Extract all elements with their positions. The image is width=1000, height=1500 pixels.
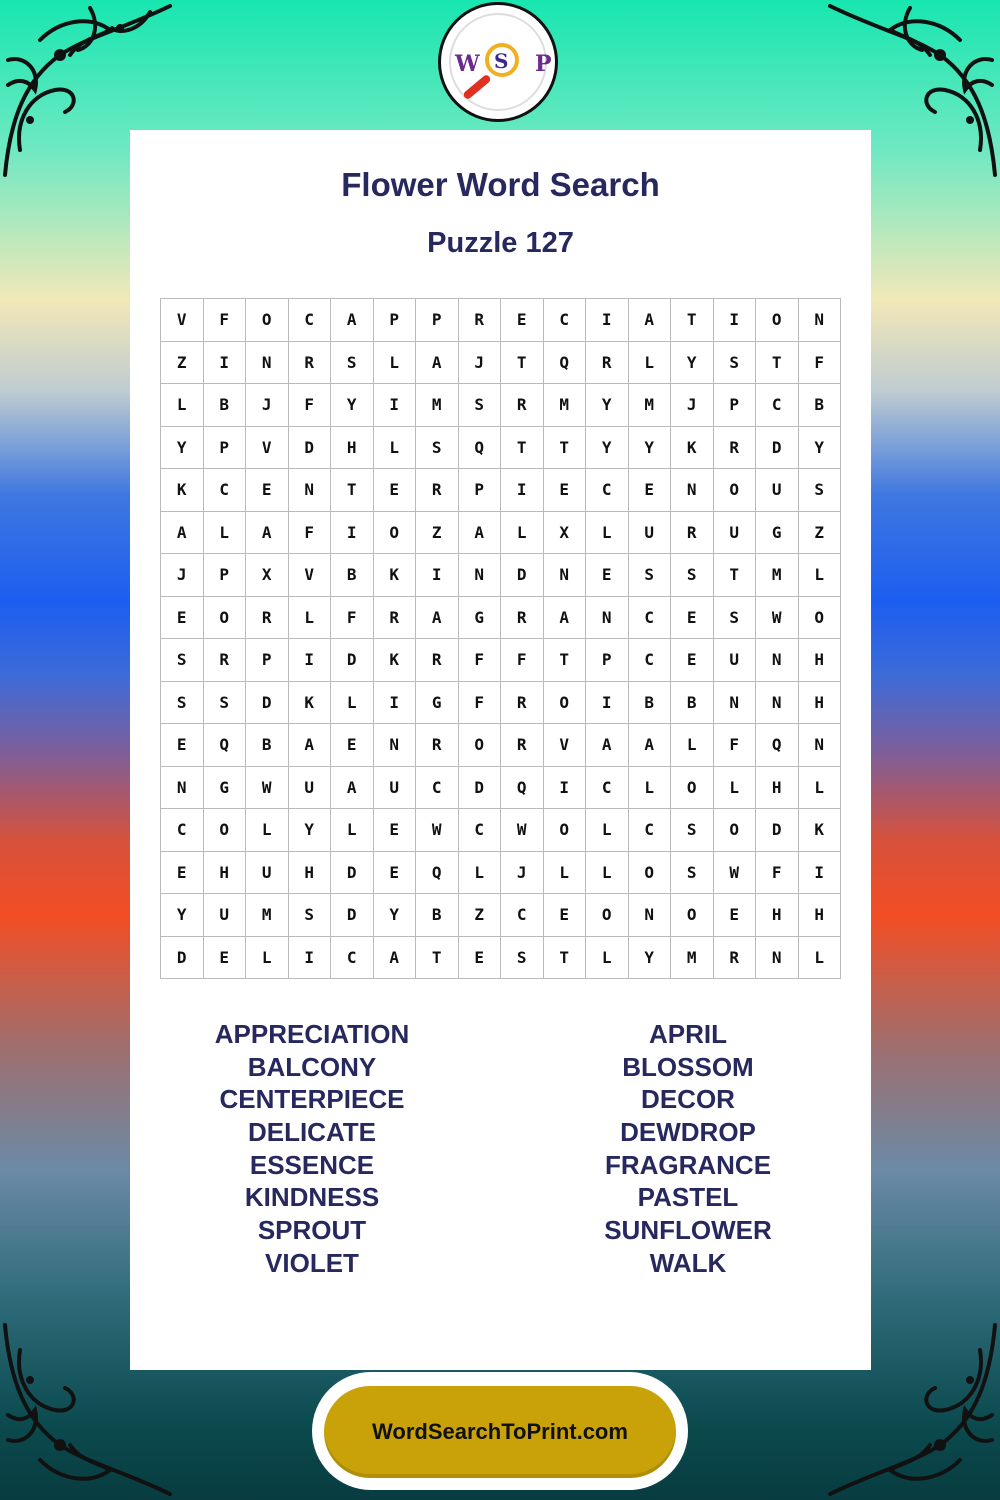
grid-cell[interactable]: S <box>714 342 757 385</box>
grid-cell[interactable]: H <box>331 427 374 470</box>
grid-cell[interactable]: O <box>629 852 672 895</box>
grid-cell[interactable]: S <box>289 894 332 937</box>
grid-cell[interactable]: L <box>799 767 842 810</box>
grid-cell[interactable]: S <box>161 639 204 682</box>
grid-cell[interactable]: E <box>374 852 417 895</box>
grid-cell[interactable]: O <box>756 299 799 342</box>
grid-cell[interactable]: G <box>204 767 247 810</box>
grid-cell[interactable]: B <box>204 384 247 427</box>
grid-cell[interactable]: F <box>204 299 247 342</box>
grid-cell[interactable]: L <box>714 767 757 810</box>
grid-cell[interactable]: K <box>161 469 204 512</box>
grid-cell[interactable]: N <box>246 342 289 385</box>
grid-cell[interactable]: B <box>799 384 842 427</box>
grid-cell[interactable]: K <box>799 809 842 852</box>
grid-cell[interactable]: Z <box>161 342 204 385</box>
grid-cell[interactable]: N <box>629 894 672 937</box>
grid-cell[interactable]: H <box>799 639 842 682</box>
grid-cell[interactable]: I <box>544 767 587 810</box>
grid-cell[interactable]: U <box>714 512 757 555</box>
grid-cell[interactable]: I <box>289 937 332 980</box>
grid-cell[interactable]: F <box>756 852 799 895</box>
grid-cell[interactable]: R <box>374 597 417 640</box>
grid-cell[interactable]: B <box>671 682 714 725</box>
grid-cell[interactable]: I <box>374 384 417 427</box>
grid-cell[interactable]: E <box>459 937 502 980</box>
grid-cell[interactable]: L <box>374 342 417 385</box>
grid-cell[interactable]: R <box>501 384 544 427</box>
grid-cell[interactable]: E <box>629 469 672 512</box>
grid-cell[interactable]: O <box>204 597 247 640</box>
grid-cell[interactable]: C <box>544 299 587 342</box>
grid-cell[interactable]: N <box>799 299 842 342</box>
grid-cell[interactable]: B <box>629 682 672 725</box>
grid-cell[interactable]: O <box>459 724 502 767</box>
grid-cell[interactable]: U <box>756 469 799 512</box>
grid-cell[interactable]: K <box>671 427 714 470</box>
grid-cell[interactable]: G <box>459 597 502 640</box>
grid-cell[interactable]: Z <box>799 512 842 555</box>
grid-cell[interactable]: S <box>629 554 672 597</box>
puzzle-sheet <box>130 130 871 1370</box>
grid-cell[interactable]: S <box>799 469 842 512</box>
grid-cell[interactable]: P <box>204 427 247 470</box>
grid-cell[interactable]: L <box>799 554 842 597</box>
grid-cell[interactable]: O <box>204 809 247 852</box>
grid-cell[interactable]: N <box>714 682 757 725</box>
grid-cell[interactable]: I <box>799 852 842 895</box>
grid-cell[interactable]: R <box>204 639 247 682</box>
grid-cell[interactable]: L <box>161 384 204 427</box>
grid-cell[interactable]: D <box>331 639 374 682</box>
logo-letter-p: P <box>535 51 552 77</box>
grid-cell[interactable]: Y <box>331 384 374 427</box>
grid-cell[interactable]: Q <box>756 724 799 767</box>
word-item: DECOR <box>641 1084 735 1115</box>
grid-cell[interactable]: T <box>544 639 587 682</box>
word-item: VIOLET <box>265 1247 359 1278</box>
grid-cell[interactable]: M <box>416 384 459 427</box>
grid-cell[interactable]: U <box>204 894 247 937</box>
grid-cell[interactable]: R <box>501 597 544 640</box>
grid-cell[interactable]: R <box>671 512 714 555</box>
grid-cell[interactable]: L <box>374 427 417 470</box>
grid-cell[interactable]: D <box>289 427 332 470</box>
grid-cell[interactable]: S <box>459 384 502 427</box>
grid-cell[interactable]: F <box>289 512 332 555</box>
word-item: CENTERPIECE <box>219 1084 405 1115</box>
grid-cell[interactable]: A <box>544 597 587 640</box>
grid-cell[interactable]: D <box>756 427 799 470</box>
grid-cell[interactable]: J <box>501 852 544 895</box>
wsp-logo <box>438 2 558 122</box>
grid-cell[interactable]: E <box>161 597 204 640</box>
grid-cell[interactable]: E <box>374 469 417 512</box>
grid-cell[interactable]: L <box>586 809 629 852</box>
grid-cell[interactable]: P <box>714 384 757 427</box>
grid-cell[interactable]: U <box>714 639 757 682</box>
grid-cell[interactable]: A <box>629 724 672 767</box>
grid-cell[interactable]: Y <box>799 427 842 470</box>
grid-cell[interactable]: N <box>671 469 714 512</box>
website-link-button[interactable]: WordSearchToPrint.com <box>324 1386 676 1478</box>
grid-cell[interactable]: H <box>204 852 247 895</box>
logo-letter-w: W <box>455 51 480 77</box>
page-title: Flower Word Search <box>341 166 660 203</box>
word-item: WALK <box>649 1247 727 1278</box>
grid-cell[interactable]: C <box>289 299 332 342</box>
grid-cell[interactable]: E <box>374 809 417 852</box>
grid-cell[interactable]: H <box>799 682 842 725</box>
grid-cell[interactable]: R <box>416 724 459 767</box>
grid-cell[interactable]: U <box>629 512 672 555</box>
grid-cell[interactable]: S <box>671 809 714 852</box>
grid-cell[interactable]: C <box>459 809 502 852</box>
grid-cell[interactable]: E <box>544 894 587 937</box>
grid-cell[interactable]: T <box>331 469 374 512</box>
grid-cell[interactable]: C <box>586 469 629 512</box>
grid-cell[interactable]: I <box>204 342 247 385</box>
grid-cell[interactable]: L <box>586 852 629 895</box>
grid-cell[interactable]: W <box>714 852 757 895</box>
grid-cell[interactable]: Y <box>629 937 672 980</box>
grid-cell[interactable]: R <box>416 639 459 682</box>
word-item: BALCONY <box>247 1051 377 1082</box>
grid-cell[interactable]: O <box>246 299 289 342</box>
grid-cell[interactable]: R <box>501 682 544 725</box>
grid-cell[interactable]: B <box>416 894 459 937</box>
grid-cell[interactable]: V <box>161 299 204 342</box>
grid-cell[interactable]: N <box>756 639 799 682</box>
grid-cell[interactable]: T <box>671 299 714 342</box>
grid-cell[interactable]: Z <box>416 512 459 555</box>
grid-cell[interactable]: P <box>374 299 417 342</box>
grid-cell[interactable]: C <box>586 767 629 810</box>
grid-cell[interactable]: O <box>799 597 842 640</box>
grid-cell[interactable]: N <box>459 554 502 597</box>
grid-cell[interactable]: D <box>459 767 502 810</box>
grid-cell[interactable]: N <box>799 724 842 767</box>
word-item: DEWDROP <box>620 1117 756 1148</box>
grid-cell[interactable]: P <box>204 554 247 597</box>
grid-cell[interactable]: C <box>501 894 544 937</box>
grid-cell[interactable]: L <box>544 852 587 895</box>
grid-cell[interactable]: H <box>799 894 842 937</box>
grid-cell[interactable]: F <box>289 384 332 427</box>
grid-cell[interactable]: E <box>161 724 204 767</box>
grid-cell[interactable]: L <box>204 512 247 555</box>
grid-cell[interactable]: M <box>246 894 289 937</box>
grid-cell[interactable]: C <box>629 809 672 852</box>
grid-cell[interactable]: N <box>289 469 332 512</box>
grid-cell[interactable]: N <box>374 724 417 767</box>
grid-cell[interactable]: M <box>544 384 587 427</box>
grid-cell[interactable]: O <box>586 894 629 937</box>
grid-cell[interactable]: E <box>544 469 587 512</box>
grid-cell[interactable]: W <box>246 767 289 810</box>
grid-cell[interactable]: F <box>714 724 757 767</box>
grid-cell[interactable]: J <box>161 554 204 597</box>
grid-cell[interactable]: L <box>246 937 289 980</box>
grid-cell[interactable]: Y <box>374 894 417 937</box>
grid-cell[interactable]: E <box>714 894 757 937</box>
grid-cell[interactable]: N <box>161 767 204 810</box>
grid-cell[interactable]: L <box>331 809 374 852</box>
word-item: APPRECIATION <box>214 1019 410 1049</box>
grid-cell[interactable]: O <box>714 809 757 852</box>
grid-cell[interactable]: E <box>246 469 289 512</box>
grid-cell[interactable]: L <box>246 809 289 852</box>
logo-letter-s: S <box>494 49 509 73</box>
grid-cell[interactable]: H <box>756 894 799 937</box>
grid-cell[interactable]: T <box>714 554 757 597</box>
grid-cell[interactable]: C <box>629 639 672 682</box>
grid-cell[interactable]: O <box>714 469 757 512</box>
grid-cell[interactable]: I <box>331 512 374 555</box>
grid-cell[interactable]: V <box>544 724 587 767</box>
grid-cell[interactable]: C <box>629 597 672 640</box>
word-list-right <box>528 1018 848 1280</box>
grid-cell[interactable]: H <box>756 767 799 810</box>
grid-cell[interactable]: H <box>289 852 332 895</box>
grid-cell[interactable]: X <box>246 554 289 597</box>
word-item: ESSENCE <box>249 1149 375 1180</box>
grid-cell[interactable]: T <box>544 427 587 470</box>
grid-cell[interactable]: L <box>629 342 672 385</box>
grid-cell[interactable]: O <box>671 894 714 937</box>
grid-cell[interactable]: F <box>459 682 502 725</box>
grid-cell[interactable]: N <box>756 682 799 725</box>
grid-cell[interactable]: A <box>416 342 459 385</box>
grid-cell[interactable]: D <box>756 809 799 852</box>
grid-cell[interactable]: T <box>501 342 544 385</box>
grid-cell[interactable]: S <box>501 937 544 980</box>
grid-cell[interactable]: V <box>289 554 332 597</box>
word-item: BLOSSOM <box>622 1051 754 1082</box>
grid-cell[interactable]: I <box>714 299 757 342</box>
grid-cell[interactable]: J <box>459 342 502 385</box>
grid-cell[interactable]: R <box>459 299 502 342</box>
grid-cell[interactable]: N <box>544 554 587 597</box>
letter-grid <box>160 298 841 979</box>
grid-cell[interactable]: N <box>586 597 629 640</box>
word-item: PASTEL <box>637 1182 739 1213</box>
grid-cell[interactable]: O <box>544 682 587 725</box>
grid-cell[interactable]: X <box>544 512 587 555</box>
grid-cell[interactable]: E <box>161 852 204 895</box>
grid-cell[interactable]: Q <box>501 767 544 810</box>
grid-cell[interactable]: Q <box>544 342 587 385</box>
grid-cell[interactable]: U <box>246 852 289 895</box>
grid-cell[interactable]: Y <box>671 342 714 385</box>
grid-cell[interactable]: F <box>799 342 842 385</box>
grid-cell[interactable]: A <box>629 299 672 342</box>
grid-cell[interactable]: L <box>501 512 544 555</box>
grid-cell[interactable]: Y <box>586 427 629 470</box>
grid-cell[interactable]: E <box>501 299 544 342</box>
grid-cell[interactable]: E <box>586 554 629 597</box>
grid-cell[interactable]: O <box>544 809 587 852</box>
grid-cell[interactable]: Y <box>629 427 672 470</box>
grid-cell[interactable]: A <box>331 767 374 810</box>
grid-cell[interactable]: L <box>586 512 629 555</box>
grid-cell[interactable]: R <box>246 597 289 640</box>
grid-cell[interactable]: A <box>586 724 629 767</box>
grid-cell[interactable]: J <box>671 384 714 427</box>
grid-cell[interactable]: A <box>289 724 332 767</box>
grid-cell[interactable]: C <box>756 384 799 427</box>
word-list-left <box>152 1018 472 1280</box>
word-item: APRIL <box>649 1019 727 1049</box>
grid-cell[interactable]: D <box>501 554 544 597</box>
word-item: DELICATE <box>247 1117 377 1148</box>
grid-cell[interactable]: W <box>756 597 799 640</box>
grid-cell[interactable]: L <box>289 597 332 640</box>
grid-cell[interactable]: W <box>501 809 544 852</box>
grid-cell[interactable]: B <box>246 724 289 767</box>
grid-cell[interactable]: D <box>161 937 204 980</box>
grid-cell[interactable]: L <box>331 682 374 725</box>
grid-cell[interactable]: G <box>756 512 799 555</box>
grid-cell[interactable]: O <box>671 767 714 810</box>
grid-cell[interactable]: J <box>246 384 289 427</box>
grid-cell[interactable]: Y <box>586 384 629 427</box>
puzzle-number: Puzzle 127 <box>427 227 574 259</box>
grid-cell[interactable]: S <box>161 682 204 725</box>
grid-cell[interactable]: C <box>416 767 459 810</box>
grid-cell[interactable]: Y <box>161 894 204 937</box>
grid-cell[interactable]: R <box>416 469 459 512</box>
grid-cell[interactable]: A <box>416 597 459 640</box>
grid-cell[interactable]: M <box>629 384 672 427</box>
grid-cell[interactable]: Q <box>416 852 459 895</box>
word-item: FRAGRANCE <box>604 1149 772 1180</box>
grid-cell[interactable]: U <box>374 767 417 810</box>
grid-cell[interactable]: K <box>289 682 332 725</box>
grid-cell[interactable]: S <box>204 682 247 725</box>
grid-cell[interactable]: O <box>374 512 417 555</box>
grid-cell[interactable]: R <box>586 342 629 385</box>
grid-cell[interactable]: F <box>501 639 544 682</box>
grid-cell[interactable]: C <box>161 809 204 852</box>
grid-cell[interactable]: M <box>756 554 799 597</box>
grid-cell[interactable]: I <box>374 682 417 725</box>
grid-cell[interactable]: E <box>671 639 714 682</box>
grid-cell[interactable]: D <box>246 682 289 725</box>
word-item: SPROUT <box>257 1215 367 1246</box>
grid-cell[interactable]: S <box>416 427 459 470</box>
grid-cell[interactable]: A <box>331 299 374 342</box>
grid-cell[interactable]: M <box>671 937 714 980</box>
grid-cell[interactable]: R <box>714 427 757 470</box>
grid-cell[interactable]: T <box>416 937 459 980</box>
grid-cell[interactable]: I <box>501 469 544 512</box>
grid-cell[interactable]: B <box>331 554 374 597</box>
grid-cell[interactable]: R <box>501 724 544 767</box>
grid-cell[interactable]: E <box>671 597 714 640</box>
grid-cell[interactable]: L <box>799 937 842 980</box>
grid-cell[interactable]: P <box>416 299 459 342</box>
grid-cell[interactable]: Y <box>161 427 204 470</box>
grid-cell[interactable]: Z <box>459 894 502 937</box>
grid-cell[interactable]: K <box>374 639 417 682</box>
grid-cell[interactable]: A <box>246 512 289 555</box>
grid-cell[interactable]: L <box>671 724 714 767</box>
grid-cell[interactable]: Q <box>204 724 247 767</box>
grid-cell[interactable]: I <box>289 639 332 682</box>
grid-cell[interactable]: S <box>671 852 714 895</box>
grid-cell[interactable]: E <box>204 937 247 980</box>
grid-cell[interactable]: D <box>331 852 374 895</box>
grid-cell[interactable]: Q <box>459 427 502 470</box>
grid-cell[interactable]: V <box>246 427 289 470</box>
word-item: KINDNESS <box>244 1182 380 1213</box>
grid-cell[interactable]: A <box>161 512 204 555</box>
grid-cell[interactable]: N <box>756 937 799 980</box>
grid-cell[interactable]: T <box>756 342 799 385</box>
grid-cell[interactable]: C <box>331 937 374 980</box>
grid-cell[interactable]: I <box>586 299 629 342</box>
grid-cell[interactable]: E <box>331 724 374 767</box>
grid-cell[interactable]: C <box>204 469 247 512</box>
grid-cell[interactable]: T <box>544 937 587 980</box>
grid-cell[interactable]: L <box>459 852 502 895</box>
grid-cell[interactable]: P <box>459 469 502 512</box>
grid-cell[interactable]: I <box>586 682 629 725</box>
grid-cell[interactable]: K <box>374 554 417 597</box>
grid-cell[interactable]: R <box>289 342 332 385</box>
grid-cell[interactable]: T <box>501 427 544 470</box>
grid-cell[interactable]: W <box>416 809 459 852</box>
grid-cell[interactable]: U <box>289 767 332 810</box>
grid-cell[interactable]: P <box>586 639 629 682</box>
word-item: SUNFLOWER <box>604 1215 772 1246</box>
grid-cell[interactable]: L <box>586 937 629 980</box>
grid-cell[interactable]: I <box>416 554 459 597</box>
grid-cell[interactable]: S <box>714 597 757 640</box>
grid-cell[interactable]: Y <box>289 809 332 852</box>
grid-cell[interactable]: D <box>331 894 374 937</box>
grid-cell[interactable]: S <box>331 342 374 385</box>
grid-cell[interactable]: A <box>459 512 502 555</box>
grid-cell[interactable]: R <box>714 937 757 980</box>
grid-cell[interactable]: G <box>416 682 459 725</box>
grid-cell[interactable]: F <box>459 639 502 682</box>
grid-cell[interactable]: P <box>246 639 289 682</box>
grid-cell[interactable]: F <box>331 597 374 640</box>
grid-cell[interactable]: L <box>629 767 672 810</box>
grid-cell[interactable]: A <box>374 937 417 980</box>
grid-cell[interactable]: S <box>671 554 714 597</box>
